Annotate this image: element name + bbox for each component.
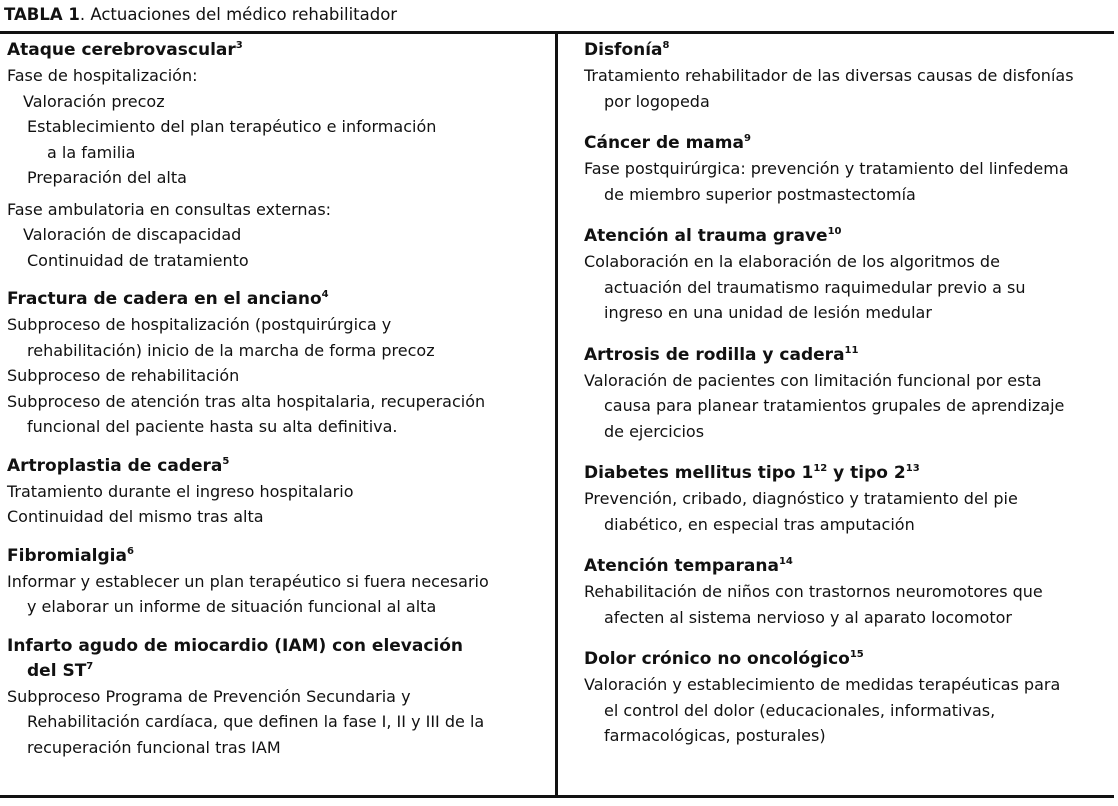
list-item: causa para planear tratamientos grupales de aprendizaje — [604, 396, 1065, 415]
right-column — [584, 38, 1109, 766]
list-item: Subproceso de rehabilitación — [7, 366, 240, 385]
reference-number: 14 — [778, 556, 793, 567]
list-item: Fase ambulatoria en consultas externas: — [7, 199, 332, 219]
heading-text: Fractura de cadera en el anciano — [7, 289, 322, 309]
heading-text: Ataque cerebrovascular — [7, 40, 236, 60]
list-item: Preparación del alta — [27, 168, 187, 187]
list-item: diabético, en especial tras amputación — [604, 514, 915, 534]
table-title: . Actuaciones del médico rehabilitador — [79, 5, 398, 24]
section-heading — [584, 343, 1109, 368]
section-infarto-miocardio — [7, 634, 547, 761]
list-item: actuación del traumatismo raquimedular previo a su — [604, 277, 1026, 297]
reference-number: 13 — [905, 463, 920, 474]
column-divider — [555, 34, 558, 795]
list-item: el control del dolor (educacionales, informativas, — [604, 700, 996, 720]
list-item: Tratamiento durante el ingreso hospitalario — [7, 481, 354, 501]
heading-text: y tipo 2 — [827, 463, 906, 483]
section-heading-continuation — [7, 659, 547, 684]
section-diabetes — [584, 461, 1109, 537]
section-heading — [584, 554, 1109, 579]
heading-text: Artroplastia de cadera — [7, 455, 223, 476]
table-label: TABLA 1 — [4, 5, 80, 24]
section-fractura-cadera — [7, 287, 547, 440]
list-item: Valoración y establecimiento de medidas terapéuticas para — [584, 675, 1061, 694]
reference-number: 15 — [849, 649, 864, 660]
section-heading — [584, 131, 1109, 156]
list-item: Prevención, cribado, diagnóstico y tratamiento del pie — [584, 489, 1018, 508]
bottom-rule — [0, 795, 1114, 798]
list-item: recuperación funcional tras IAM — [27, 737, 281, 757]
list-item: Fase de hospitalización: — [7, 66, 198, 85]
list-item: Continuidad del mismo tras alta — [7, 507, 264, 526]
section-disfonia — [584, 38, 1109, 114]
reference-number: 11 — [844, 344, 859, 356]
table-caption — [4, 4, 397, 26]
list-item: Rehabilitación cardíaca, que definen la fase I, II y III de la — [27, 712, 485, 731]
heading-text: Cáncer de mama — [584, 133, 744, 153]
reference-number: 5 — [222, 455, 230, 467]
list-item: Subproceso de hospitalización (postquirúrgica y — [7, 315, 392, 334]
list-item: funcional del paciente hasta su alta definitiva. — [27, 417, 398, 436]
heading-text: Diabetes mellitus tipo 1 — [584, 463, 814, 483]
list-item: rehabilitación) inicio de la marcha de forma precoz — [27, 340, 435, 360]
list-item: Valoración de pacientes con limitación funcional por esta — [584, 370, 1042, 390]
reference-number: 12 — [813, 463, 828, 474]
heading-text: Disfonía — [584, 40, 663, 60]
list-item: Subproceso Programa de Prevención Secundaria y — [7, 686, 411, 706]
reference-number: 8 — [662, 40, 670, 51]
section-dolor-cronico — [584, 647, 1109, 749]
reference-number: 7 — [86, 660, 94, 672]
section-heading: Infarto agudo de miocardio (IAM) con elevación — [7, 635, 464, 656]
section-cancer-mama — [584, 131, 1109, 207]
list-item: Valoración de discapacidad — [23, 225, 242, 244]
section-artrosis — [584, 343, 1109, 445]
list-item: Tratamiento rehabilitador de las diversas causas de disfonías — [584, 66, 1074, 85]
list-item: a la familia — [47, 142, 136, 162]
section-atencion-temparana — [584, 554, 1109, 630]
section-heading — [584, 38, 1109, 63]
section-heading — [584, 461, 1109, 486]
heading-text: Atención temparana — [584, 556, 779, 576]
list-item: Fase postquirúrgica: prevención y tratamiento del linfedema — [584, 159, 1069, 178]
section-heading — [7, 454, 547, 479]
list-item: Establecimiento del plan terapéutico e información — [27, 117, 437, 136]
reference-number: 10 — [827, 226, 842, 237]
list-item: Subproceso de atención tras alta hospitalaria, recuperación — [7, 391, 486, 411]
list-item: por logopeda — [604, 91, 710, 111]
list-item: farmacológicas, posturales) — [604, 726, 826, 745]
section-heading — [7, 38, 547, 63]
reference-number: 6 — [126, 545, 134, 557]
heading-text: Atención al trauma grave — [584, 226, 828, 246]
section-heading — [7, 287, 547, 312]
list-item: Valoración precoz — [23, 91, 165, 111]
section-ataque-cerebrovascular — [7, 38, 547, 273]
list-item: ingreso en una unidad de lesión medular — [604, 303, 932, 322]
reference-number: 4 — [321, 289, 329, 300]
list-item: Colaboración en la elaboración de los algoritmos de — [584, 252, 1000, 271]
reference-number: 3 — [235, 40, 243, 51]
list-item: de ejercicios — [604, 421, 705, 441]
heading-text: Fibromialgia — [7, 545, 127, 566]
list-item: afecten al sistema nervioso y al aparato locomotor — [604, 607, 1012, 627]
heading-text: del ST — [27, 660, 87, 681]
heading-text: Artrosis de rodilla y cadera — [584, 344, 845, 365]
left-column — [7, 38, 547, 774]
reference-number: 9 — [743, 133, 751, 144]
section-trauma-grave — [584, 224, 1109, 326]
section-heading — [7, 544, 547, 569]
heading-text: Dolor crónico no oncológico — [584, 649, 850, 669]
section-heading — [584, 647, 1109, 672]
list-item: de miembro superior postmastectomía — [604, 184, 916, 204]
section-fibromialgia — [7, 544, 547, 620]
section-artroplastia-cadera — [7, 454, 547, 530]
list-item: Rehabilitación de niños con trastornos neuromotores que — [584, 582, 1043, 601]
list-item: Informar y establecer un plan terapéutico si fuera necesario — [7, 571, 489, 591]
list-item: y elaborar un informe de situación funcional al alta — [27, 597, 437, 616]
list-item: Continuidad de tratamiento — [27, 250, 249, 270]
section-heading — [584, 224, 1109, 249]
